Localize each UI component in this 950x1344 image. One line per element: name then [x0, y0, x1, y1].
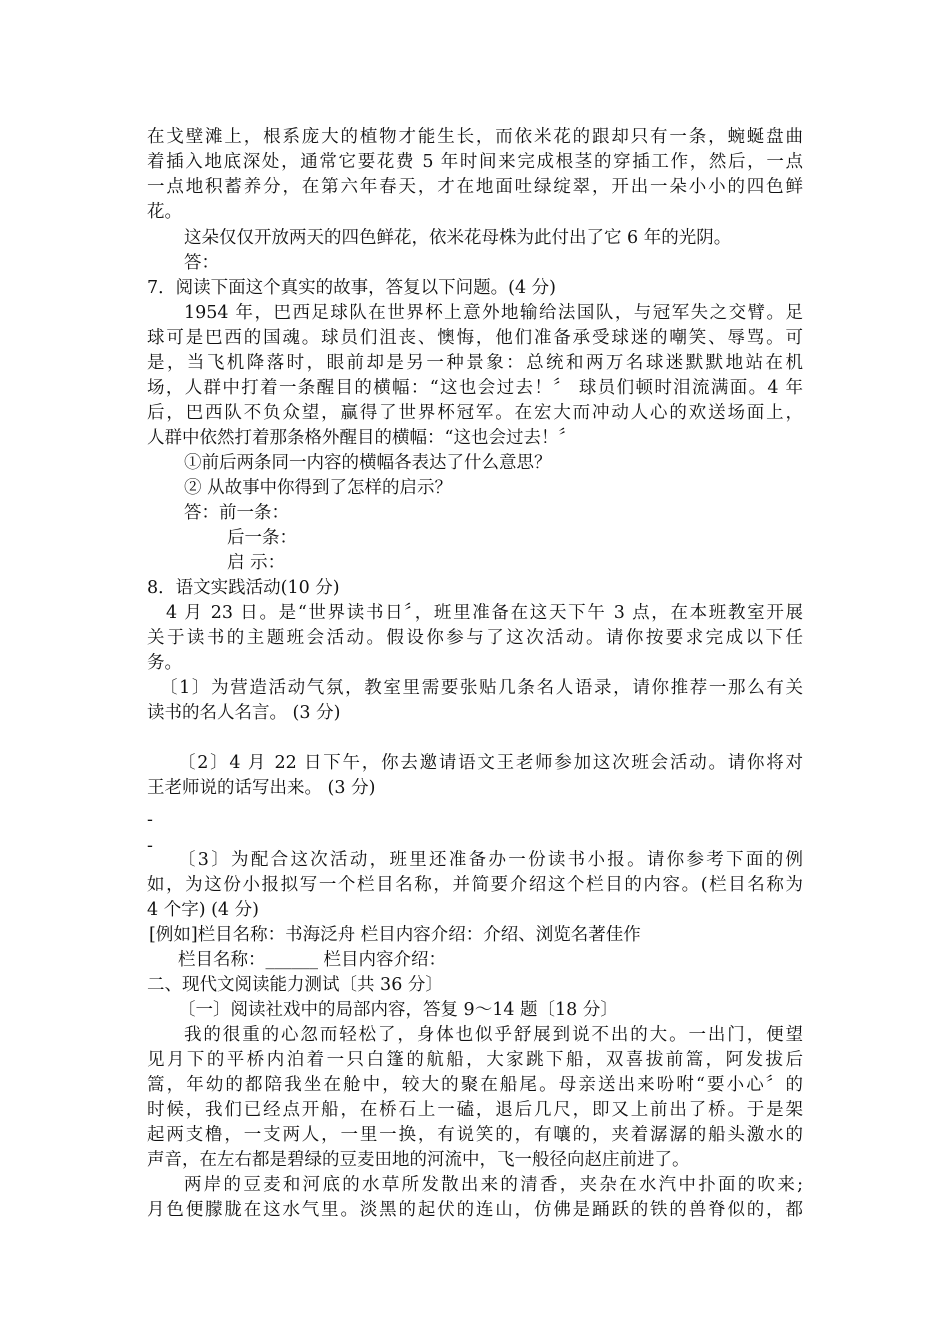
task-2: 〔2〕4 月 22 日下午，你去邀请语文王老师参加这次班会活动。请你将对	[178, 753, 803, 773]
answer-label: 后一条：	[227, 528, 297, 548]
text-line: 后，巴西队不负众望，赢得了世界杯冠军。在宏大而冲动人心的欢送场面上，	[147, 403, 803, 423]
text-line: 声音，在左右都是碧绿的豆麦田地的河流中，飞一般径向赵庄前进了。	[147, 1150, 690, 1170]
text-line: 球可是巴西的国魂。球员们沮丧、懊悔，他们准备承受球迷的嘲笑、辱骂。可	[147, 328, 803, 348]
text-line: 着插入地底深处，通常它要花费 5 年时间来完成根茎的穿插工作，然后，一点	[147, 152, 803, 172]
text-line: 一点地积蓄养分，在第六年春天，才在地面吐绿绽翠，开出一朵小小的四色鲜	[147, 177, 803, 197]
text-line: 场，人群中打着一条醒目的横幅：“这也会过去！〞 球员们顿时泪流满面。4 年	[147, 378, 803, 398]
text-line: 时候，我们已经点开船，在桥石上一磕，退后几尺，即又上前出了桥。于是架	[147, 1100, 803, 1120]
text-line: 关于读书的主题班会活动。假设你参与了这次活动。请你按要求完成以下任	[147, 628, 803, 648]
text-line: 4 月 23 日。是“世界读书日〞，班里准备在这天下午 3 点，在本班教室开展	[166, 603, 803, 623]
question-8-heading: 8．语文实践活动(10 分)	[147, 578, 340, 598]
section-2-heading: 二、现代文阅读能力测试〔共 36 分〕	[147, 975, 443, 995]
answer-blank-line: 栏目名称：______ 栏目内容介绍：	[178, 950, 447, 970]
answer-label: 启 示：	[227, 553, 286, 573]
text-line: 如，为这份小报拟写一个栏目名称，并简要介绍这个栏目的内容。(栏目名称为	[147, 875, 803, 895]
text-line: 篙，年幼的都陪我坐在舱中，较大的聚在船尾。母亲送出来吩咐“要小心〞的	[147, 1075, 803, 1095]
subsection-heading: 〔一〕阅读社戏中的局部内容，答复 9～14 题〔18 分〕	[178, 1000, 618, 1020]
text-line: 我的很重的心忽而轻松了，身体也似乎舒展到说不出的大。一出门，便望	[184, 1025, 803, 1045]
text-line: 读书的名人名言。 (3 分)	[147, 703, 341, 723]
text-line: 这朵仅仅开放两天的四色鲜花，依米花母株为此付出了它 6 年的光阴。	[184, 228, 732, 248]
text-line: 王老师说的话写出来。 (3 分)	[147, 778, 376, 798]
sub-question-2: ② 从故事中你得到了怎样的启示？	[184, 478, 453, 498]
text-line: 是，当飞机降落时，眼前却是另一种景象：总统和两万名球迷默默地站在机	[147, 353, 803, 373]
text-line: 月色便朦胧在这水气里。淡黑的起伏的连山，仿佛是踊跃的铁的兽脊似的，都	[147, 1200, 803, 1220]
question-7-heading: 7．阅读下面这个真实的故事，答复以下问题。(4 分)	[147, 278, 556, 298]
text-line: 1954 年，巴西足球队在世界杯上意外地输给法国队，与冠军失之交臂。足	[184, 303, 803, 323]
example-line: [例如]栏目名称：书海泛舟 栏目内容介绍：介绍、浏览名著佳作	[149, 925, 641, 945]
answer-label: 答：前一条：	[184, 503, 289, 523]
dash-marker: -	[147, 836, 153, 856]
text-line: 务。	[147, 653, 182, 673]
text-line: 见月下的平桥内泊着一只白篷的航船，大家跳下船，双喜拔前篙，阿发拔后	[147, 1050, 803, 1070]
text-line: 两岸的豆麦和河底的水草所发散出来的清香，夹杂在水汽中扑面的吹来;	[184, 1175, 803, 1195]
sub-question-1: ①前后两条同一内容的横幅各表达了什么意思？	[184, 453, 552, 473]
text-line: 起两支橹，一支两人，一里一换，有说笑的，有嚷的，夹着潺潺的船头激水的	[147, 1125, 803, 1145]
task-1: 〔1〕为营造活动气氛，教室里需要张贴几条名人语录，请你推荐一那么有关	[160, 678, 803, 698]
answer-label: 答：	[184, 253, 219, 273]
text-line: 在戈壁滩上，根系庞大的植物才能生长，而依米花的跟却只有一条，蜿蜒盘曲	[147, 127, 803, 147]
task-3: 〔3〕为配合这次活动，班里还准备办一份读书小报。请你参考下面的例	[178, 850, 803, 870]
text-line: 花。	[147, 202, 182, 222]
text-line: 人群中依然打着那条格外醒目的横幅：“这也会过去！〞	[147, 428, 576, 448]
dash-marker: -	[147, 810, 153, 830]
text-line: 4 个字) (4 分)	[147, 900, 259, 920]
